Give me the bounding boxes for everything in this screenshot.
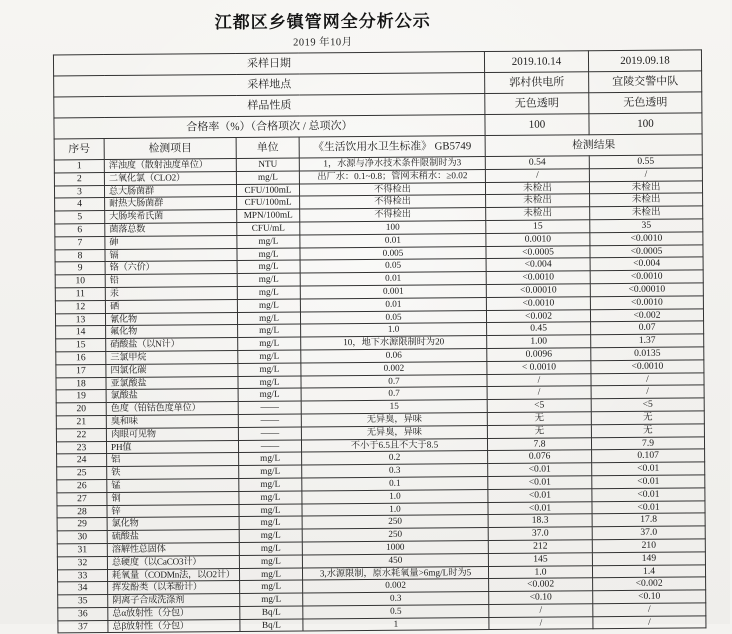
row-item-name: 铝 [107,453,239,467]
row-index: 5 [55,211,105,224]
row-item-name: 铬（六价） [105,261,237,275]
row-item-name: 二氧化氯（CLO2） [104,171,236,185]
row-unit: mg/L [239,529,302,542]
row-result-site1: <0.10 [489,591,593,605]
row-result-site1: <0.01 [488,488,592,502]
row-index: 14 [56,326,106,339]
row-result-site2: 0.55 [589,155,702,169]
row-unit: mg/L [239,542,302,555]
row-result-site1: <0.01 [488,501,592,515]
row-unit: mg/L [237,312,300,325]
row-result-site2: / [593,616,706,630]
row-item-name: 氯酸盐 [106,389,238,403]
row-index: 2 [54,172,104,185]
row-unit: mg/L [237,286,300,299]
row-unit: mg/L [239,516,302,529]
row-result-site2: <5 [591,398,704,412]
row-item-name: 臭和味 [106,414,238,428]
row-result-site2: 37.0 [592,526,705,540]
row-result-site2: 1.4 [592,564,705,578]
row-result-site1: 1.0 [488,565,592,579]
row-result-site1: 15 [486,220,590,234]
row-result-site1: 0.54 [485,156,589,170]
row-item-name: 铁 [107,466,239,480]
row-result-site1: <0.002 [489,578,593,592]
info-value-site2: 宜陵交警中队 [589,71,702,93]
row-result-site2: 210 [592,539,705,553]
row-standard-limit: 不得检出 [300,195,486,209]
row-index: 28 [57,505,107,518]
col-header-standard: 《生活饮用水卫生标准》 GB5749 [299,136,485,158]
row-result-site2: 7.9 [591,436,704,450]
row-result-site2: <0.002 [590,308,703,322]
row-item-name: 大肠埃希氏菌 [105,210,237,224]
row-standard-limit: 1000 [302,540,488,554]
row-unit: mg/L [238,363,301,376]
row-index: 20 [56,403,106,416]
row-index: 18 [56,377,106,390]
row-index: 13 [55,313,105,326]
row-result-site1: / [487,386,591,400]
row-unit: mg/L [237,299,300,312]
row-standard-limit: 250 [302,528,488,542]
row-item-name: 汞 [105,286,237,300]
info-label: 采样地点 [54,73,485,97]
row-unit: MPN/100mL [237,209,300,222]
row-result-site1: 无 [487,412,591,426]
row-result-site1: 7.8 [487,437,591,451]
info-value-site2: 无色透明 [589,92,702,114]
row-item-name: 耐热大肠菌群 [105,197,237,211]
row-item-name: 镉 [105,248,237,262]
row-index: 25 [57,467,107,480]
row-result-site2: <0.002 [593,577,706,591]
row-result-site1: <0.0005 [486,245,590,259]
row-unit: mg/L [236,171,299,184]
row-unit: mg/L [237,273,300,286]
row-item-name: 亚氯酸盐 [106,376,238,390]
row-item-name: 四氯化碳 [106,363,238,377]
row-index: 17 [56,364,106,377]
row-item-name: 硝酸盐（以N计） [106,338,238,352]
row-item-name: 浑浊度（散射浊度单位） [104,159,236,173]
row-result-site2: <0.01 [592,475,705,489]
row-result-site1: / [487,373,591,387]
row-standard-limit: 450 [302,553,488,567]
row-unit: mg/L [237,235,300,248]
row-result-site1: 18.3 [488,514,592,528]
info-value-site2: 100 [589,113,702,135]
row-standard-limit: 0.06 [301,348,487,362]
info-value-site2: 2019.09.18 [588,50,701,72]
row-item-name: 氟化物 [106,325,238,339]
row-unit: mg/L [238,324,301,337]
row-index: 9 [55,262,105,275]
row-unit: —— [238,414,301,427]
row-unit: mg/L [240,580,303,593]
row-item-name: 挥发酚类（以苯酚计） [108,581,240,595]
row-index: 33 [57,569,107,582]
row-result-site2: <0.00010 [590,283,703,297]
col-header-index: 序号 [54,139,104,160]
row-index: 24 [57,454,107,467]
row-item-name: 三氯甲烷 [106,350,238,364]
row-result-site2: 未检出 [589,180,702,194]
row-result-site1: 1.00 [487,335,591,349]
row-index: 21 [56,415,106,428]
row-result-site2: 0.07 [591,321,704,335]
row-result-site1: <5 [487,399,591,413]
row-index: 30 [57,531,107,544]
row-standard-limit: 1 [303,617,489,631]
row-item-name: 铅 [105,274,237,288]
row-unit: mg/L [238,388,301,401]
info-value-site1: 郭村供电所 [485,72,589,94]
row-unit: mg/L [240,593,303,606]
row-result-site1: / [489,616,593,630]
row-result-site1: <0.01 [488,476,592,490]
row-index: 23 [56,441,106,454]
row-result-site2: <0.10 [593,590,706,604]
page-title: 江都区乡镇管网全分析公示 [214,11,431,33]
row-unit: mg/L [239,465,302,478]
row-result-site2: 1.37 [591,334,704,348]
row-result-site1: 未检出 [486,194,590,208]
row-result-site1: <0.002 [486,309,590,323]
row-standard-limit: 0.05 [300,259,486,273]
row-standard-limit: 0.005 [300,246,486,260]
row-item-name: PH值 [106,440,238,454]
row-unit: mg/L [239,478,302,491]
row-item-name: 总β放射性（分包） [108,619,240,633]
row-standard-limit: 0.2 [302,451,488,465]
row-result-site1: 0.076 [488,450,592,464]
row-item-name: 氰化物 [105,312,237,326]
info-label: 合格率（%）（合格项次 / 总项次） [54,115,485,139]
row-index: 35 [58,595,108,608]
row-unit: CFU/100mL [236,184,299,197]
row-standard-limit: 0.002 [303,579,489,593]
row-unit: mg/L [239,452,302,465]
sample-info-section [53,50,702,139]
row-unit: —— [238,401,301,414]
row-index: 1 [54,160,104,173]
row-result-site1: <0.01 [488,463,592,477]
row-result-site2: 0.107 [592,449,705,463]
row-result-site1: / [489,604,593,618]
row-item-name: 总α放射性（分包） [108,606,240,620]
row-item-name: 锌 [107,504,239,518]
row-unit: Bq/L [240,619,303,632]
row-unit: CFU/100mL [237,196,300,209]
row-standard-limit: 15 [301,400,487,414]
row-standard-limit: 无异臭，异味 [301,412,487,426]
row-standard-limit: 100 [300,221,486,235]
col-header-unit: 单位 [236,137,299,158]
row-item-name: 铜 [107,491,239,505]
row-result-site1: 无 [487,424,591,438]
row-item-name: 总大肠菌群 [104,184,236,198]
row-result-site1: < 0.0010 [487,360,591,374]
row-result-site1: 212 [488,540,592,554]
row-index: 32 [57,556,107,569]
row-standard-limit: 不小于6.5且不大于8.5 [301,438,487,452]
row-unit: NTU [236,158,299,171]
row-unit: mg/L [237,260,300,273]
row-unit: mg/L [239,504,302,517]
row-item-name: 硒 [105,299,237,313]
data-rows-section [54,155,706,634]
row-standard-limit: 0.7 [301,374,487,388]
row-result-site2: 无 [591,411,704,425]
row-item-name: 溶解性总固体 [107,542,239,556]
row-index: 26 [57,479,107,492]
row-result-site2: <0.01 [592,500,705,514]
row-index: 37 [58,620,108,633]
row-result-site1: 145 [488,552,592,566]
row-standard-limit: 1.0 [302,489,488,503]
row-standard-limit: 0.001 [300,285,486,299]
row-result-site2: 35 [590,219,703,233]
row-standard-limit: 出厂水：0.1~0.8；管网末稍水：≥0.02 [299,169,485,183]
row-result-site1: / [485,169,589,183]
row-standard-limit: 0.1 [302,476,488,490]
row-unit: mg/L [238,376,301,389]
row-index: 16 [56,351,106,364]
row-standard-limit: 0.5 [303,604,489,618]
row-result-site2: 未检出 [590,193,703,207]
row-result-site2: <0.0005 [590,244,703,258]
row-standard-limit: 0.05 [300,310,486,324]
row-result-site2: 无 [591,424,704,438]
row-result-site1: 未检出 [486,207,590,221]
water-quality-table [53,49,707,634]
row-unit: mg/L [238,350,301,363]
row-index: 12 [55,300,105,313]
row-index: 31 [57,543,107,556]
row-item-name: 色度（铂钴色度单位） [106,402,238,416]
row-result-site2: / [593,603,706,617]
info-label: 采样日期 [53,52,484,76]
row-unit: —— [238,440,301,453]
row-standard-limit: 0.002 [301,361,487,375]
row-index: 10 [55,275,105,288]
row-result-site1: 0.45 [487,322,591,336]
row-result-site2: / [591,385,704,399]
row-standard-limit: 1.0 [301,323,487,337]
row-index: 4 [55,198,105,211]
row-unit: —— [238,427,301,440]
row-index: 29 [57,518,107,531]
document-header [0,4,728,52]
row-item-name: 菌落总数 [105,222,237,236]
row-index: 7 [55,236,105,249]
row-index: 6 [55,224,105,237]
row-standard-limit: 1，水源与净水技术条件限制时为3 [299,157,485,171]
row-result-site1: 37.0 [488,527,592,541]
row-standard-limit: 0.01 [300,272,486,286]
col-header-item: 检测项目 [104,138,236,160]
row-unit: mg/L [238,337,301,350]
row-result-site2: / [589,168,702,182]
row-result-site1: <0.00010 [486,284,590,298]
row-result-site2: / [591,372,704,386]
row-result-site1: <0.0010 [486,271,590,285]
row-index: 36 [58,607,108,620]
row-index: 19 [56,390,106,403]
row-item-name: 肉眼可见物 [106,427,238,441]
row-item-name: 氯化物 [107,517,239,531]
row-standard-limit: 0.3 [302,464,488,478]
row-result-site2: 17.8 [592,513,705,527]
row-result-site2: 0.0135 [591,347,704,361]
row-index: 22 [56,428,106,441]
row-item-name: 硫酸盐 [107,530,239,544]
row-result-site1: <0.0010 [486,296,590,310]
row-result-site2: <0.0010 [590,270,703,284]
row-index: 15 [56,339,106,352]
row-item-name: 总硬度（以CaCO3计） [107,555,239,569]
row-index: 8 [55,249,105,262]
row-result-site2: 未检出 [590,206,703,220]
row-result-site2: <0.01 [592,488,705,502]
row-index: 11 [55,288,105,301]
row-unit: mg/L [239,555,302,568]
row-result-site2: <0.0010 [590,296,703,310]
row-result-site1: 0.0096 [487,348,591,362]
row-unit: mg/L [239,567,302,580]
row-item-name: 阴离子合成洗涤剂 [108,594,240,608]
info-label: 样品性质 [54,94,485,118]
row-result-site2: <0.01 [592,462,705,476]
row-unit: mg/L [237,248,300,261]
row-result-site1: 0.0010 [486,233,590,247]
row-standard-limit: 不得检出 [299,182,485,196]
row-standard-limit: 无异臭，异味 [301,425,487,439]
report-month: 2019 年10月 [293,37,353,49]
row-item-name: 砷 [105,235,237,249]
row-standard-limit: 1.0 [302,502,488,516]
row-index: 27 [57,492,107,505]
row-standard-limit: 0.7 [301,387,487,401]
row-item-name: 耗氧量（CODMn法，以O2计） [107,568,239,582]
row-index: 34 [58,582,108,595]
row-standard-limit: 3,水源限制，原水耗氧量>6mg/L时为5 [302,566,488,580]
row-standard-limit: 0.01 [300,233,486,247]
row-result-site2: 149 [592,552,705,566]
row-standard-limit: 0.01 [300,297,486,311]
info-value-site1: 2019.10.14 [484,51,588,73]
row-result-site2: <0.0010 [591,360,704,374]
row-result-site1: 未检出 [485,181,589,195]
info-value-site1: 无色透明 [485,93,589,115]
row-unit: CFU/mL [237,222,300,235]
row-item-name: 锰 [107,478,239,492]
row-standard-limit: 250 [302,515,488,529]
row-standard-limit: 10，地下水源限制时为20 [301,336,487,350]
row-unit: mg/L [239,491,302,504]
row-result-site2: <0.0010 [590,232,703,246]
row-result-site1: <0.004 [486,258,590,272]
row-index: 3 [54,185,104,198]
row-standard-limit: 0.3 [303,592,489,606]
col-header-result: 检测结果 [485,134,702,157]
row-result-site2: <0.004 [590,257,703,271]
info-value-site1: 100 [485,114,589,136]
row-unit: Bq/L [240,606,303,619]
row-standard-limit: 不得检出 [300,208,486,222]
